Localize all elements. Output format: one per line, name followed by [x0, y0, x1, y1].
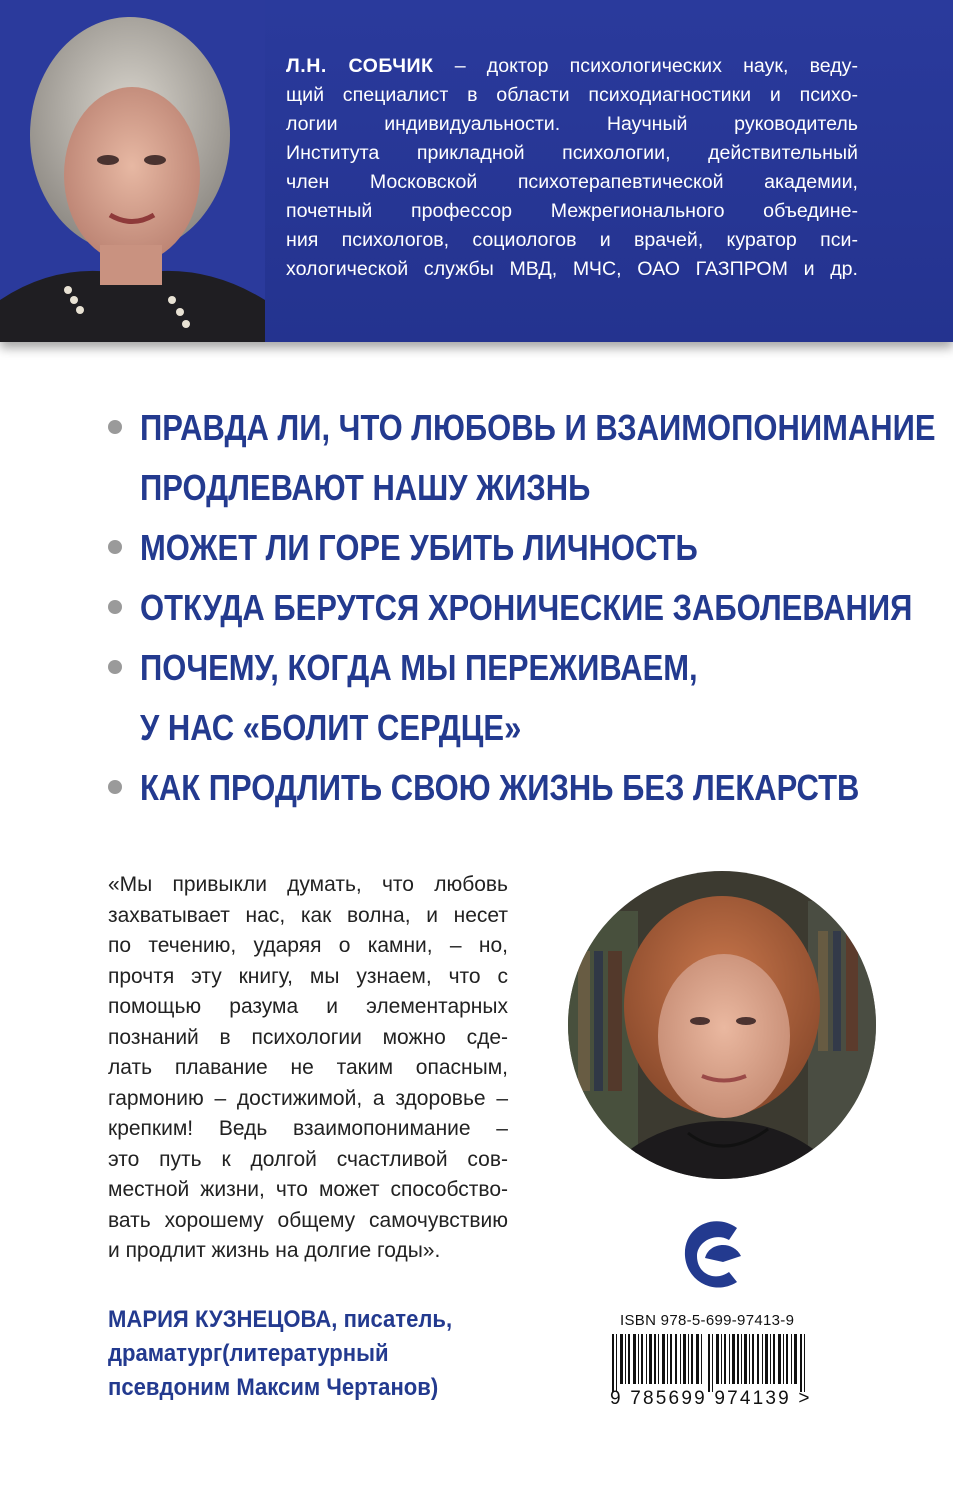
author-photo: [0, 0, 265, 342]
question-line: ПРАВДА ЛИ, ЧТО ЛЮБОВЬ И ВЗАИМОПОНИМАНИЕ: [140, 407, 936, 448]
bio-line: щий специалист в области психодиагностики и психо-: [286, 84, 858, 106]
author-bio: [286, 52, 858, 284]
bullet-dot: [108, 660, 122, 674]
review-quote: [108, 870, 508, 1267]
question-item: [108, 578, 913, 638]
author-bio-band: [0, 0, 953, 342]
attribution-line: драматург(литературный: [108, 1340, 389, 1367]
bio-line: почетный профессор Межрегионального объедине-: [286, 200, 858, 222]
quote-attribution: [108, 1303, 548, 1405]
question-item: [108, 758, 908, 818]
quote-line: прочтя эту книгу, мы узнаем, что с: [108, 964, 508, 988]
bio-line: логии индивидуальности. Научный руководитель: [286, 113, 858, 135]
bullet-dot: [108, 420, 122, 434]
question-list: [108, 398, 936, 818]
question-line: ПРОДЛЕВАЮТ НАШУ ЖИЗНЬ: [140, 467, 591, 508]
quote-line: по течению, ударяя о камни, – но,: [108, 934, 508, 957]
isbn-label: ISBN 978-5-699-97413-9: [620, 1312, 795, 1329]
author-name: Л.Н. СОБЧИК: [286, 55, 434, 77]
attribution-line: МАРИЯ КУЗНЕЦОВА, писатель,: [108, 1306, 453, 1333]
quote-line: «Мы привыкли думать, что любовь: [108, 873, 508, 896]
question-item: [108, 518, 908, 578]
quote-line: помощью разума и элементарных: [108, 995, 508, 1018]
bio-line: Л.Н. СОБЧИК – доктор психологических наук, веду-: [286, 55, 859, 77]
quote-line: лать плавание не таким опасным,: [108, 1056, 508, 1079]
question-line: ПОЧЕМУ, КОГДА МЫ ПЕРЕЖИВАЕМ,: [140, 647, 698, 688]
quote-line: познаний в психологии можно сде-: [108, 1025, 508, 1049]
bio-line: член Московской психотерапевтической академии,: [286, 171, 858, 193]
bio-line: ния психологов, социологов и врачей, куратор пси-: [286, 229, 858, 251]
quote-line: вать хорошему общему самочувствию: [108, 1208, 508, 1232]
attribution-line: псевдоним Максим Чертанов): [108, 1374, 439, 1401]
question-line: ОТКУДА БЕРУТСЯ ХРОНИЧЕСКИЕ ЗАБОЛЕВАНИЯ: [140, 587, 913, 628]
barcode-icon: [610, 1334, 820, 1392]
quote-line: гармонию – достижимой, а здоровье –: [108, 1086, 508, 1110]
question-item: [108, 398, 936, 518]
question-line: У НАС «БОЛИТ СЕРДЦЕ»: [140, 707, 522, 748]
quote-line: местной жизни, что может способство-: [108, 1178, 508, 1201]
question-line: КАК ПРОДЛИТЬ СВОЮ ЖИЗНЬ БЕЗ ЛЕКАРСТВ: [140, 767, 860, 808]
quote-line: это путь к долгой счастливой сов-: [108, 1147, 508, 1171]
bullet-dot: [108, 600, 122, 614]
bullet-dot: [108, 540, 122, 554]
quote-line: захватывает нас, как волна, и несет: [108, 903, 508, 927]
isbn-barcode: [610, 1312, 820, 1422]
quote-line: крепким! Ведь взаимопонимание –: [108, 1117, 508, 1140]
bullet-dot: [108, 780, 122, 794]
reviewer-photo: [568, 871, 876, 1179]
bio-line: Института прикладной психологии, действительный: [286, 142, 858, 164]
publisher-logo: [675, 1212, 759, 1296]
question-line: МОЖЕТ ЛИ ГОРЕ УБИТЬ ЛИЧНОСТЬ: [140, 527, 698, 568]
bio-line: хологической службы МВД, МЧС, ОАО ГАЗПРОМ и др.: [286, 258, 858, 280]
question-item: [108, 638, 908, 758]
barcode-digits: 9 785699 974139 >: [610, 1388, 812, 1409]
quote-line: и продлит жизнь на долгие годы».: [108, 1239, 441, 1262]
